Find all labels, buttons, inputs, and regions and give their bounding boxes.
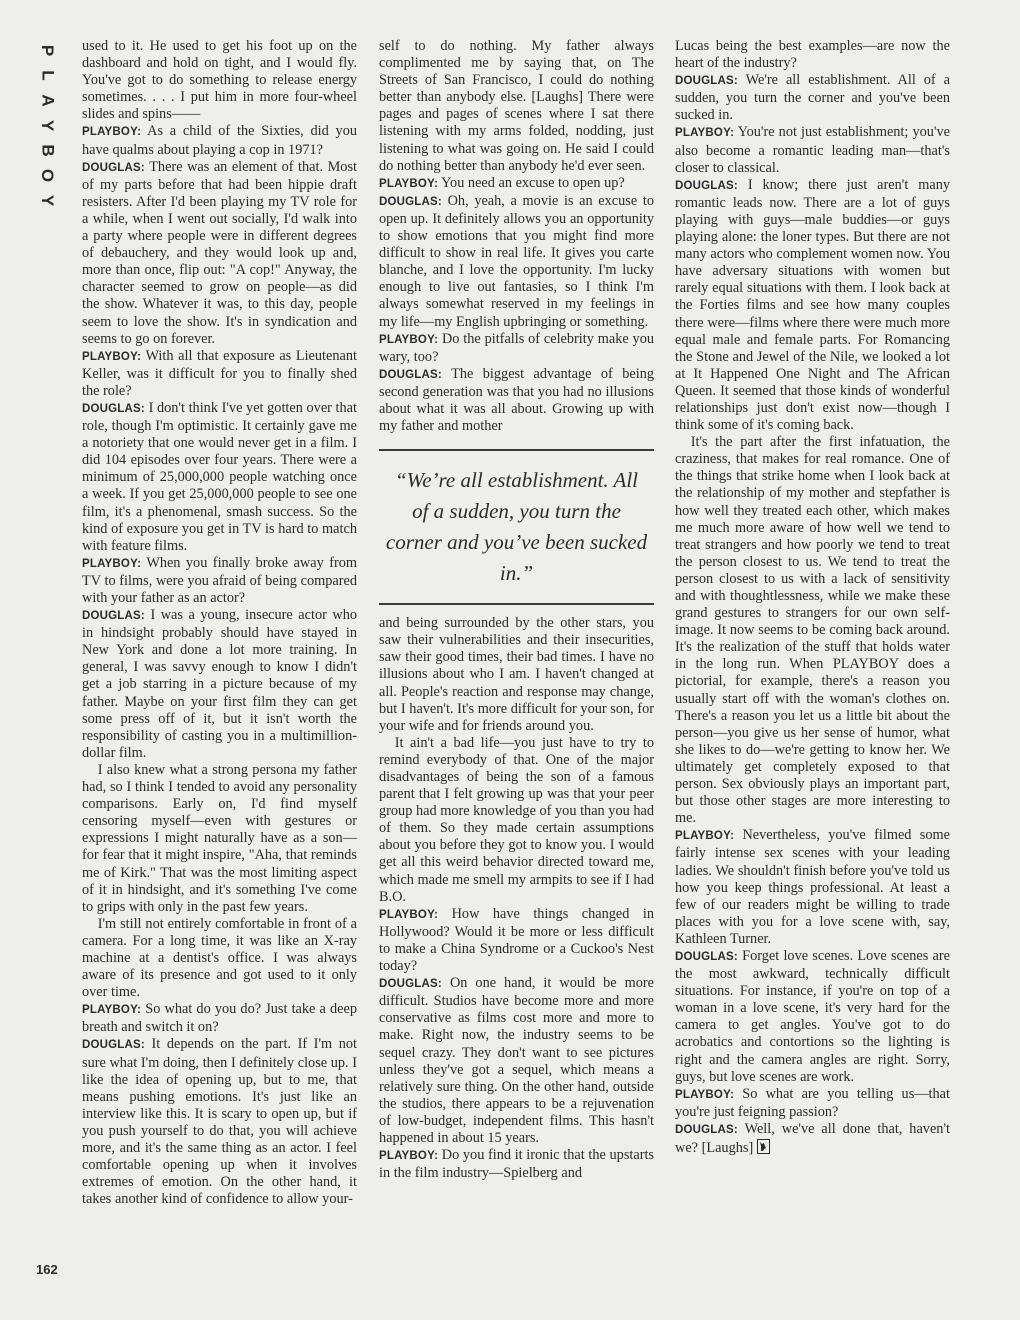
side-label-letter: P (38, 44, 58, 57)
interview-exchange (379, 906, 654, 975)
paragraph-text: Forget love scenes. Love scenes are the most awkward, technically difficult situations. For instance, if you're on top of a woman in a love scene, it's very hard for the camera to get angles. You've got to do acrobatics and contortions so the lighting is right and the camera angles are right. Sorry, guys, but love scenes are work. (675, 947, 950, 1085)
speaker-label: DOUGLAS: (675, 1123, 738, 1136)
pull-quote: “We’re all establishment. All of a sudden, you turn the corner and you’ve been sucked in.” (379, 449, 654, 605)
body-paragraph (379, 735, 654, 906)
paragraph-text: Do you find it ironic that the upstarts in the film industry—Spielberg and (379, 1147, 654, 1182)
body-paragraph-continued (379, 38, 654, 175)
speaker-label: PLAYBOY: (379, 177, 439, 190)
interview-exchange (379, 366, 654, 435)
interview-exchange (82, 348, 357, 400)
side-label-letter: A (38, 94, 58, 107)
paragraph-text: You're not just establishment; you've also become a romantic leading man—that's closer to classical. (675, 124, 950, 176)
paragraph-text: Do the pitfalls of celebrity make you wary, too? (379, 330, 654, 365)
rabbit-head-end-icon (757, 1139, 770, 1154)
interview-exchange (675, 72, 950, 124)
interview-exchange (675, 124, 950, 176)
speaker-label: DOUGLAS: (675, 179, 738, 192)
paragraph-text: It's the part after the first infatuation, the craziness, that makes for real romance. One of the things that strike home when I look back at the relationship of my mother and stepfather is how well they treated each other, which makes me much more aware of how well we tend to treat strangers and how poorly we tend to treat the person closest to us. We tend to treat the person closest to us with a lack of sensitivity and with thoughtlessness, while we make these grand gestures to strangers for our own self-image. It now seems to be coming back around. It's the realization of the stuff that holds water in the long run. When PLAYBOY does a pictorial, for example, there's a reason you usually start off with the woman's clothes on. There's a reason you let us a little bit about the person—you give us her sense of humor, what she likes to do—we're getting to know her. We ultimately get completely exposed to that person. Sex obviously plays an important part, but those other stages are more interesting to me. (675, 434, 950, 827)
side-label-letter: Y (38, 194, 58, 207)
speaker-label: PLAYBOY: (82, 557, 142, 570)
speaker-label: DOUGLAS: (675, 75, 738, 88)
paragraph-text: It ain't a bad life—you just have to try to remind everybody of that. One of the major disadvantages of being the son of a famous parent that I felt growing up was that your peer group had more knowledge of you than you had of them. So they made certain assumptions about you before they got to know you. I would get all this weird behavior directed toward me, which made me smell my armpits to see if I had B.O. (379, 734, 654, 905)
paragraph-text: I know; there just aren't many romantic leads now. There are a lot of guys playing with guys—male buddies—or guys playing alone: the loner types. But there are not many actors who complement women now. You have adversary situations with women but rarely equal situations with them. I look back at the Forties films and see how many couples there were—films where there were much more equal male and female parts. For Romancing the Stone and Jewel of the Nile, we looked a lot at It Happened One Night and The African Queen. It seemed that those kinds of wonderful relationships just don't exist now—though I think some of it's coming back. (675, 176, 950, 434)
paragraph-text: It depends on the part. If I'm not sure what I'm doing, then I definitely close up. I like the idea of opening up, but to me, that means pushing emotions. It's just like an interview like this. It is scary to open up, but if you push yourself to do that, you will achieve more, and it's the same thing as an actor. I feel comfortable opening up when it involves extremes of emotion. On the other hand, it takes another kind of confidence to allow your- (82, 1036, 357, 1208)
paragraph-text: We're all establishment. All of a sudden, you turn the corner and you've been sucked in. (675, 72, 950, 124)
speaker-label: PLAYBOY: (379, 1150, 439, 1163)
speaker-label: PLAYBOY: (82, 126, 142, 139)
paragraph-text: You need an excuse to open up? (438, 174, 625, 191)
side-label-letter: B (38, 144, 58, 157)
paragraph-text: With all that exposure as Lieutenant Keller, was it difficult for you to finally shed the role? (82, 347, 357, 399)
interview-exchange (82, 555, 357, 607)
paragraph-text: Lucas being the best examples—are now the heart of the industry? (675, 38, 950, 72)
speaker-label: DOUGLAS: (82, 161, 145, 174)
interview-exchange (675, 948, 950, 1086)
body-paragraph (82, 762, 357, 916)
body-paragraph-continued (82, 38, 357, 123)
speaker-label: PLAYBOY: (82, 350, 142, 363)
speaker-label: DOUGLAS: (379, 195, 442, 208)
paragraph-text: Nevertheless, you've filmed some fairly intense sex scenes with your leading ladies. We shouldn't finish before you've told us how you keep things professional. At least a few of our readers might be willing to trade places with you for a love scene with, say, Kathleen Turner. (675, 827, 950, 947)
paragraph-text: As a child of the Sixties, did you have qualms about playing a cop in 1971? (82, 123, 357, 158)
paragraph-text: When you finally broke away from TV to films, were you afraid of being compared with your father as an actor? (82, 554, 357, 606)
interview-exchange (675, 1086, 950, 1121)
speaker-label: DOUGLAS: (379, 368, 442, 381)
speaker-label: PLAYBOY: (379, 908, 439, 921)
interview-exchange (379, 1147, 654, 1182)
paragraph-text: I also knew what a strong persona my father had, so I think I tended to avoid any personality comparisons. Early on, I'd find myself censoring myself—even with gestures or expressions I might naturally have as a son—for fear that it might inspire, "Aha, that reminds me of Kirk." That was the most limiting aspect of it in hindsight, and it's something I've come to grips with only in the past few years. (82, 761, 357, 915)
interview-exchange (379, 331, 654, 366)
paragraph-text: self to do nothing. My father always complimented me by saying that, on The Streets of San Francisco, I could do nothing better than anybody else. [Laughs] There were pages and pages of scenes where I sat there listening with my arms folded, nodding, just listening to what was going on. He said I could do nothing better than anybody he'd ever seen. (379, 38, 654, 174)
interview-exchange (379, 193, 654, 331)
body-paragraph (675, 434, 950, 827)
interview-exchange (82, 1001, 357, 1036)
speaker-label: DOUGLAS: (82, 1039, 145, 1052)
paragraph-text: I'm still not entirely comfortable in front of a camera. For a long time, it was like an X-ray machine at a dentist's office. I was always aware of its presence and got used to it only over time. (82, 915, 357, 1001)
paragraph-text: Well, we've all done that, haven't we? [Laughs] (675, 1120, 950, 1156)
interview-exchange (675, 177, 950, 434)
paragraph-text: I don't think I've yet gotten over that role, though I'm optimistic. It certainly gave me a notoriety that one would never get in a film. I did 104 episodes over four years. There were a minimum of 25,000,000 people watching once a week. If you get 25,000,000 people to see one film, it's a phenomenal, smash success. So the kind of exposure you get in TV is hard to match with feature films. (82, 399, 357, 554)
speaker-label: DOUGLAS: (379, 978, 442, 991)
paragraph-text: and being surrounded by the other stars, you saw their vulnerabilities and their insecurities, saw their good times, their bad times. I have no illusions about who I am. I haven't changed at all. People's reaction and response may change, but I haven't. It's more difficult for your son, for your wife and for friends around you. (379, 615, 654, 734)
speaker-label: DOUGLAS: (82, 402, 145, 415)
speaker-label: PLAYBOY: (379, 333, 439, 346)
body-paragraph-continued (379, 615, 654, 735)
paragraph-text: So what do you do? Just take a deep breath and switch it on? (82, 1001, 357, 1036)
paragraph-text: Oh, yeah, a movie is an excuse to open up. It definitely allows you an opportunity to show emotions that you might find more difficult to show in real life. It gives you carte blanche, and I love the opportunity. I'm lucky enough to live out fantasies, so I think I'm always somewhat reserved in my feelings in my life—my English upbringing or something. (379, 192, 654, 330)
interview-exchange (379, 975, 654, 1147)
paragraph-text: There was an element of that. Most of my parts before that had been hippie draft resisters. After I'd been playing my TV role for a while, when I went out socially, I'd walk into a party where people were in different degrees of debauchery, and they would look up and, more than once, flip out: "A cop!" Anyway, the character seemed to grow on people—as did the show. Whatever it was, to this day, people seem to love the show. It's in syndication and seems to go on forever. (82, 158, 357, 347)
paragraph-text: So what are you telling us—that you're just feigning passion? (675, 1085, 950, 1120)
paragraph-text: On one hand, it would be more difficult. Studios have become more and more conservative as films cost more and more to make. Right now, the industry seems to be sequel crazy. They don't want to see pictures unless they've got a sequel, which means a relatively sure thing. On the other hand, outside the studios, there appears to be a rejuvenation of low-budget, independent films. This hasn't happened in about 15 years. (379, 975, 654, 1146)
speaker-label: PLAYBOY: (675, 1088, 735, 1101)
speaker-label: PLAYBOY: (82, 1004, 142, 1017)
interview-exchange (82, 1036, 357, 1208)
text-column-2 (379, 38, 654, 1182)
side-label-letter: O (38, 168, 58, 183)
speaker-label: DOUGLAS: (82, 610, 145, 623)
paragraph-text: I was a young, insecure actor who in hindsight probably should have stayed in New York and done a lot more training. In general, I was savvy enough to know I didn't get a job starring in a picture because of my father. Maybe on your first film they can get some press off of it, but it isn't worth the responsibility of casting you in a multimillion-dollar film. (82, 607, 357, 761)
paragraph-text: used to it. He used to get his foot up on the dashboard and hold on tight, and I would fly. You've got to do something to release energy sometimes. . . . I put him in more four-wheel slides and spins—— (82, 38, 357, 123)
body-paragraph (82, 916, 357, 1001)
interview-exchange (675, 827, 950, 948)
speaker-label: PLAYBOY: (675, 127, 735, 140)
speaker-label: DOUGLAS: (675, 950, 738, 963)
interview-exchange (82, 400, 357, 555)
side-label-letter: L (38, 70, 58, 81)
magazine-side-label (38, 38, 58, 213)
interview-exchange (82, 607, 357, 762)
paragraph-text: How have things changed in Hollywood? Would it be more or less difficult to make a China Syndrome or a Cuckoo's Nest today? (379, 905, 654, 975)
speaker-label: PLAYBOY: (675, 830, 735, 843)
text-column-1 (82, 38, 357, 1208)
side-label-letter: Y (38, 119, 58, 132)
body-paragraph-continued (675, 38, 950, 72)
interview-exchange (379, 175, 654, 193)
text-column-3 (675, 38, 950, 1157)
interview-exchange (675, 1121, 950, 1157)
interview-exchange (82, 159, 357, 348)
page-number: 162 (36, 1262, 58, 1277)
paragraph-text: The biggest advantage of being second generation was that you had no illusions about what it was all about. Growing up with my father and mother (379, 365, 654, 435)
interview-exchange (82, 123, 357, 158)
